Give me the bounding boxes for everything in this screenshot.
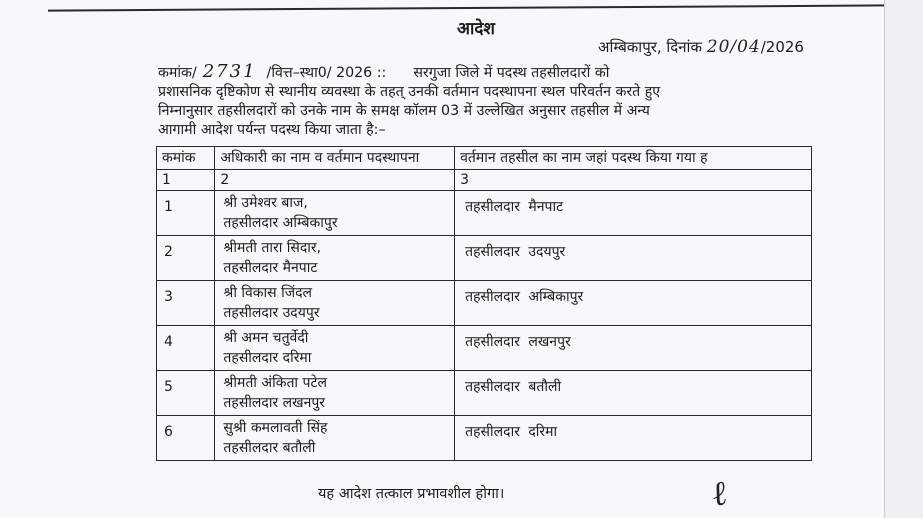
row-serial: 4 — [157, 326, 215, 371]
date-year: /2026 — [760, 38, 804, 56]
order-footer: यह आदेश तत्काल प्रभावशील होगा। — [318, 486, 505, 502]
header-officer: अधिकारी का नाम व वर्तमान पदस्थापना — [215, 147, 455, 170]
body-line-3: निम्नानुसार तहसीलदारों को उनके नाम के समक्ष कॉलम 03 में उल्लेखित अनुसार तहसील में अन्य — [158, 103, 650, 119]
row-officer — [215, 281, 455, 326]
date-prefix: अम्बिकापुर, दिनांक — [598, 38, 702, 56]
row-officer — [215, 236, 455, 281]
row-serial: 1 — [157, 191, 215, 236]
officer-name: श्री विकास जिंदल — [223, 285, 313, 301]
officer-name: सुश्री कमलावती सिंह — [223, 420, 328, 436]
header-serial: कमांक — [157, 147, 215, 170]
order-title: आदेश — [457, 19, 495, 39]
table-row — [157, 236, 812, 281]
body-text-1: सरगुजा जिले में पदस्थ तहसीलदारों को — [413, 65, 610, 81]
date-handwritten: 20/04 — [706, 37, 761, 57]
officer-current-posting: तहसीलदार बतौली — [223, 440, 316, 456]
row-serial: 5 — [157, 371, 215, 416]
officer-current-posting: तहसीलदार उदयपुर — [223, 305, 320, 321]
transfer-table — [156, 146, 812, 461]
table-row — [157, 281, 812, 326]
body-line-1 — [158, 62, 812, 83]
officer-name: श्री उमेश्वर बाज, — [223, 195, 308, 211]
table-row — [157, 191, 812, 236]
reference-prefix: कमांक/ — [158, 65, 197, 81]
row-new-posting: तहसीलदार दरिमा — [455, 416, 812, 461]
body-line-2: प्रशासनिक दृष्टिकोण से स्थानीय व्यवस्था के तहत् उनकी वर्तमान पदस्थापना स्थल परिवर्तन करते हुए — [158, 84, 661, 100]
row-serial: 2 — [157, 236, 215, 281]
row-new-posting: तहसीलदार मैनपाट — [455, 191, 812, 236]
officer-current-posting: तहसीलदार लखनपुर — [223, 395, 326, 411]
row-new-posting: तहसीलदार उदयपुर — [455, 236, 812, 281]
row-officer — [215, 326, 455, 371]
signature-mark: ℓ — [707, 472, 731, 516]
officer-name: श्रीमती तारा सिदार, — [223, 240, 322, 256]
reference-number-handwritten: 2731 — [202, 61, 257, 82]
row-officer — [215, 416, 455, 461]
date-line — [598, 37, 804, 57]
reference-suffix: /वित्त–स्था0/ 2026 :: — [266, 65, 387, 81]
column-number-3: 3 — [455, 170, 812, 191]
officer-name: श्रीमती अंकिता पटेल — [223, 375, 328, 391]
row-new-posting: तहसीलदार बतौली — [455, 371, 812, 416]
row-serial: 3 — [157, 281, 215, 326]
row-officer — [215, 371, 455, 416]
table-row — [157, 416, 812, 461]
body-line-4: आगामी आदेश पर्यन्त पदस्थ किया जाता है:– — [158, 122, 386, 138]
row-officer — [215, 191, 455, 236]
table-row — [157, 326, 812, 371]
row-new-posting: तहसीलदार अम्बिकापुर — [455, 281, 812, 326]
order-body — [158, 62, 812, 140]
top-rule — [48, 4, 888, 11]
column-number-1: 1 — [157, 170, 215, 191]
officer-current-posting: तहसीलदार दरिमा — [223, 350, 312, 366]
officer-name: श्री अमन चतुर्वेदी — [223, 330, 309, 346]
officer-current-posting: तहसीलदार मैनपाट — [223, 260, 318, 276]
row-new-posting: तहसीलदार लखनपुर — [455, 326, 812, 371]
row-serial: 6 — [157, 416, 215, 461]
officer-current-posting: तहसीलदार अम्बिकापुर — [223, 215, 338, 231]
header-new-posting: वर्तमान तहसील का नाम जहां पदस्थ किया गया ह — [455, 147, 812, 170]
column-number-2: 2 — [215, 170, 455, 191]
page-edge — [884, 0, 923, 518]
table-row — [157, 371, 812, 416]
